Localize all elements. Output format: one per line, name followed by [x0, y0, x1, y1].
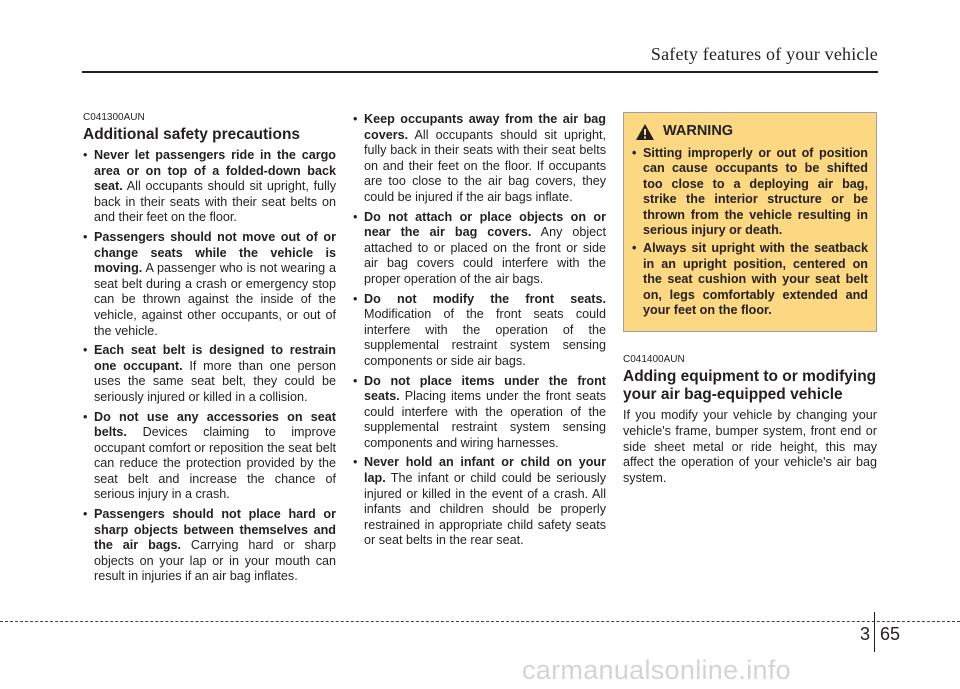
section-heading: Adding equipment to or modifying your air bag-equipped vehicle [623, 368, 877, 404]
precautions-list [83, 148, 336, 585]
list-item: • Do not place items under the front seats. Placing items under the front seats could interfere with the operation of the supplemental restraint system sensing components and wiring harnesses. [353, 374, 606, 452]
section-number: 3 [860, 624, 871, 644]
precautions-list-continued [353, 112, 606, 549]
warning-title [635, 123, 868, 141]
warning-box [623, 112, 877, 332]
list-item: • Do not use any accessories on seat belts. Devices claiming to improve occupant comfort or reposition the seat belt can reduce the protection provided by the seat belt and increase the chance of serious injury in a crash. [83, 410, 336, 504]
list-item: • Never hold an infant or child on your lap. The infant or child could be seriously injured or killed in the event of a crash. All infants and children should be properly restrained in appropriate child safety seats or seat belts in the rear seat. [353, 455, 606, 549]
column-3 [623, 112, 877, 486]
header-rule [82, 71, 878, 73]
column-1 [83, 112, 336, 589]
list-item: • Do not modify the front seats. Modification of the front seats could interfere with the operation of the supplemental restraint system sensing components or side air bags. [353, 292, 606, 370]
warning-item: • Always sit upright with the seatback in an upright position, centered on the seat cushion with your seat belt on, legs comfortably extended and your feet on the floor. [632, 241, 868, 318]
warning-title-text: WARNING [663, 123, 734, 140]
watermark: carmanualsonline.info [522, 655, 791, 685]
warning-triangle-icon [635, 123, 655, 141]
list-item: • Each seat belt is designed to restrain one occupant. If more than one person uses the same seat belt, they could be seriously injured or killed in a collision. [83, 343, 336, 405]
page-separator [874, 612, 875, 652]
warning-item: • Sitting improperly or out of position can cause occupants to be shifted too close to a deploying air bag, strike the interior structure or be thrown from the vehicle resulting in serious injury or death. [632, 146, 868, 238]
running-header: Safety features of your vehicle [650, 44, 878, 64]
section-code: C041300AUN [83, 112, 145, 123]
warning-list [632, 146, 868, 318]
page-number: 65 [880, 624, 901, 644]
section-code: C041400AUN [623, 354, 685, 366]
column-2 [353, 112, 606, 553]
list-item: • Passengers should not move out of or change seats while the vehicle is moving. A passenger who is not wearing a seat belt during a crash or emergency stop can be thrown against the inside of the vehicle, against other occupants, or out of the vehicle. [83, 230, 336, 339]
list-item: • Do not attach or place objects on or near the air bag covers. Any object attached to or placed on the front or side air bag covers could interfere with the proper operation of the air bags. [353, 210, 606, 288]
list-item: • Never let passengers ride in the cargo area or on top of a folded-down back seat. All occupants should sit upright, fully back in their seats with their seat belts on and their feet on the floor. [83, 148, 336, 226]
section-heading: Additional safety precautions [83, 126, 301, 143]
list-item: • Keep occupants away from the air bag covers. All occupants should sit upright, fully back in their seats with their seat belts on and their feet on the floor. If occupants are too close to the air bag covers, they could be injured if the air bags inflate. [353, 112, 606, 206]
footer-rule [0, 621, 960, 623]
section-body: If you modify your vehicle by changing your vehicle's frame, bumper system, front end or side sheet metal or ride height, this may affect the operation of your vehicle's air bag system. [623, 408, 877, 485]
list-item: • Passengers should not place hard or sharp objects between themselves and the air bags. Carrying hard or sharp objects on your lap or in your mouth can result in injuries if an air bag inflates. [83, 507, 336, 585]
